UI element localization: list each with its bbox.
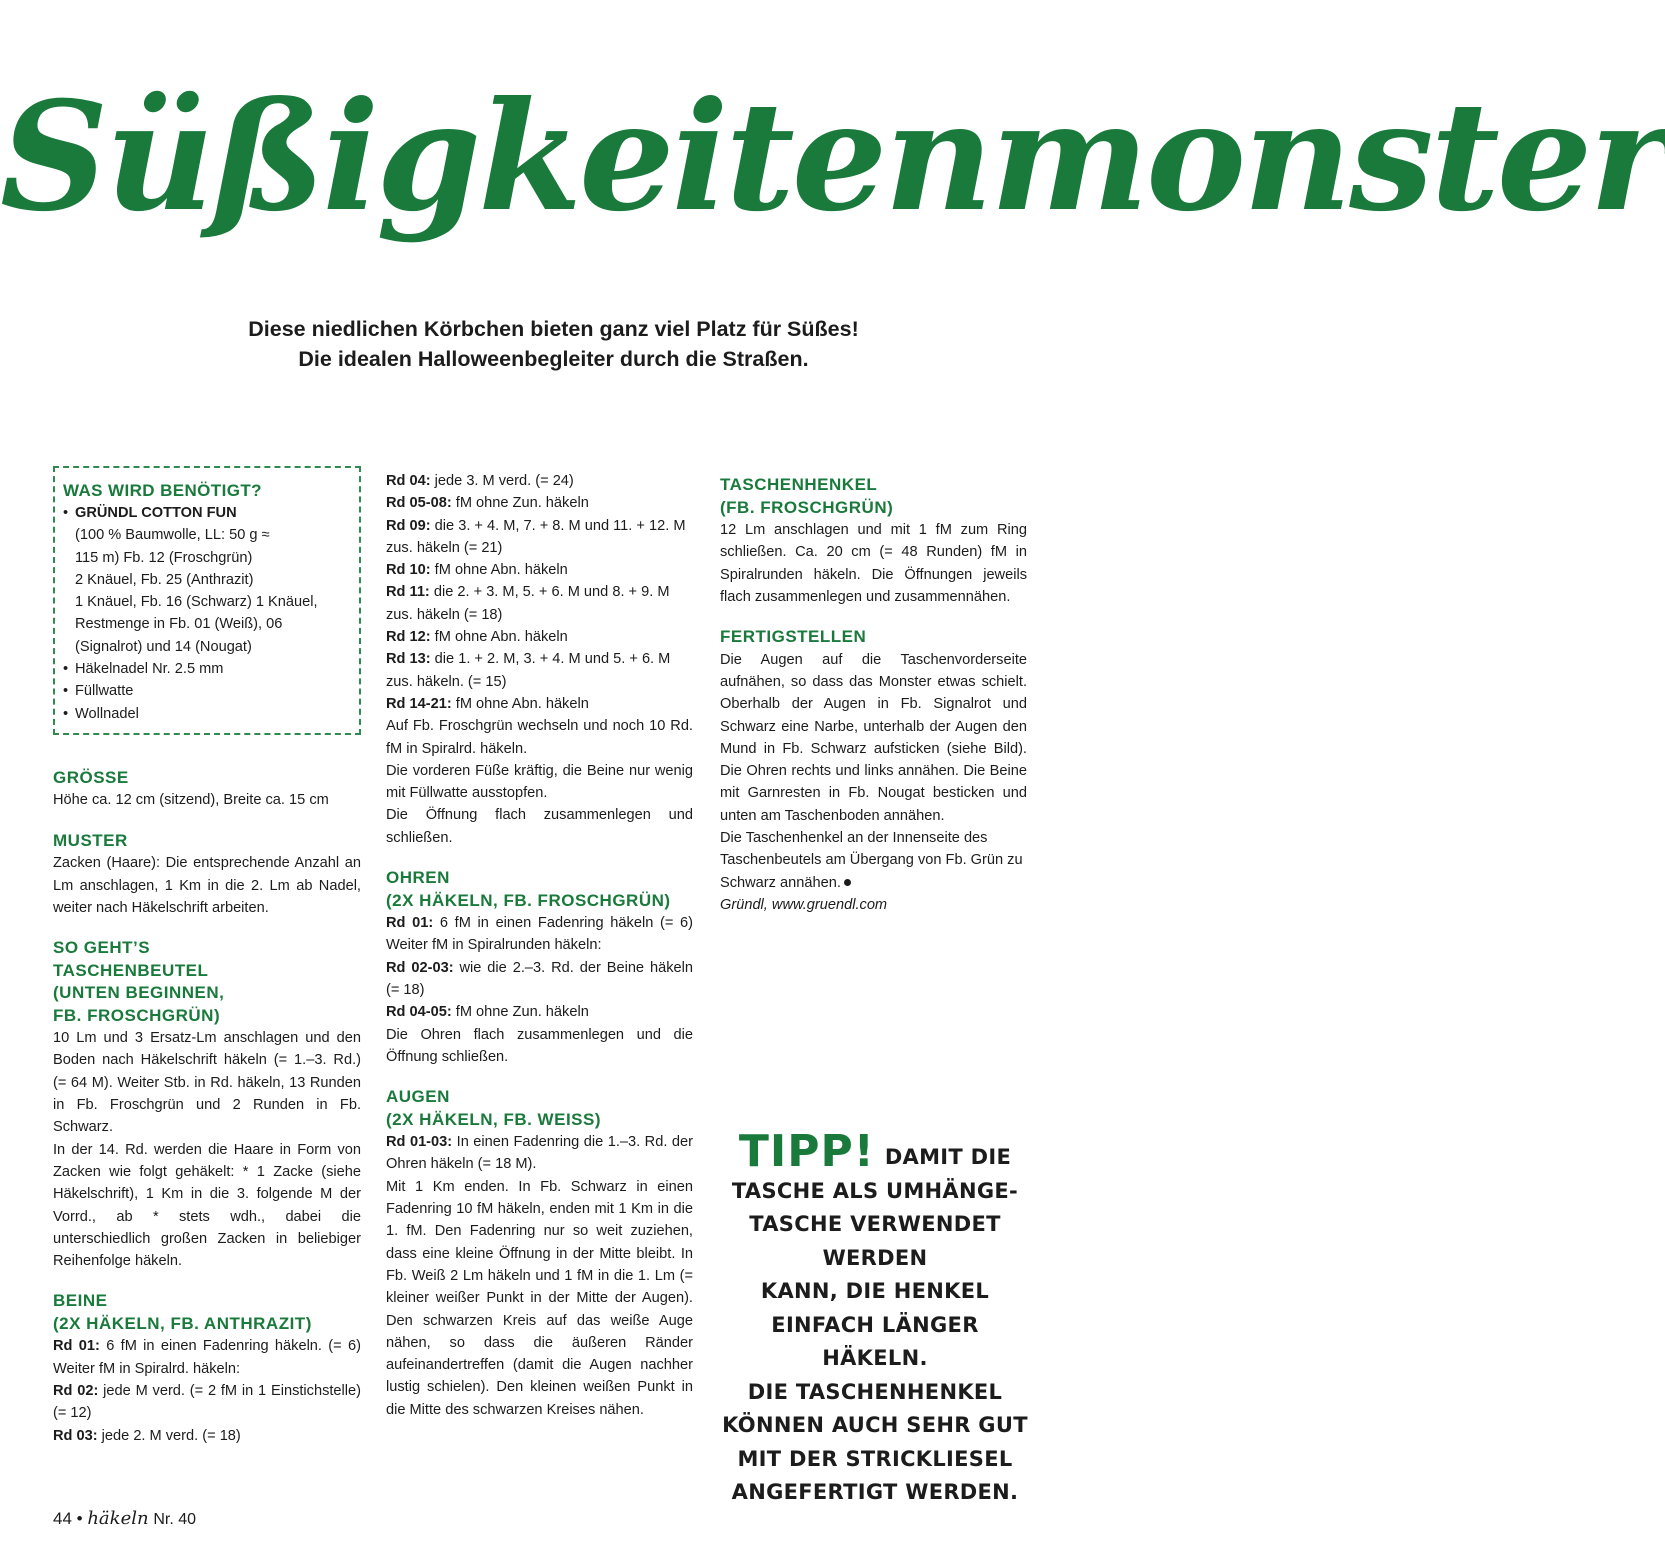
round-label: Rd 12:	[386, 629, 431, 646]
section-text: In der 14. Rd. werden die Haare in Form von Zacken wie folgt gehäkelt: * 1 Zacke (siehe Häkelschrift), 1 Km in die 3. folgende M der Vorrd., ab * stets wdh., dabei die unterschiedlich großen Zacken in beliebiger Reihenfolge häkeln.	[53, 1141, 361, 1270]
section-text: Mit 1 Km enden. In Fb. Schwarz in einen Fadenring 10 fM häkeln, enden mit 1 Km in die 1. fM. Den Fadenring nur so weit zuziehen, dass eine kleine Öffnung in der Mitte bleibt. In Fb. Weiß 2 Lm häkeln und 1 fM in die 1. Lm (= kleiner weißer Punkt in der Mitte der Augen). Den schwarzen Kreis auf das weiße Auge nähen, so dass die äußeren Ränder aufeinandertreffen (damit die Augen nachher lustig schielen). Den kleinen weißen Punkt in die Mitte des schwarzen Kreises nähen.	[386, 1178, 693, 1418]
section-text: Die Öffnung flach zusammenlegen und schließen.	[386, 807, 693, 846]
materials-heading: WAS WIRD BENÖTIGT?	[63, 481, 262, 500]
tip-line: DIE TASCHENHENKEL	[747, 1379, 1003, 1404]
round-label: Rd 10:	[386, 562, 431, 579]
yarn-name: GRÜNDL COTTON FUN	[75, 505, 237, 521]
round-row	[386, 626, 693, 648]
round-label: Rd 02-03:	[386, 959, 454, 976]
tip-line: KANN, DIE HENKEL	[760, 1279, 990, 1303]
section-text-wrap	[720, 827, 1027, 894]
round-text: fM ohne Abn. häkeln	[434, 562, 568, 579]
list-item: • Häkelnadel Nr. 2.5 mm	[63, 658, 349, 680]
round-text: fM ohne Zun. häkeln	[455, 495, 589, 512]
list-item: • Wollnadel	[63, 703, 349, 725]
yarn-detail: 1 Knäuel, Fb. 16 (Schwarz) 1 Knäuel,	[75, 594, 318, 611]
round-row	[386, 1131, 693, 1176]
tip-line: TASCHE ALS UMHÄNGE-	[731, 1178, 1019, 1203]
round-text: fM ohne Abn. häkeln	[434, 629, 568, 646]
section-taschenhenkel	[720, 474, 1027, 608]
round-text: 6 fM in einen Fadenring häkeln. (= 6) Weiter fM in Spiralrd. häkeln:	[53, 1338, 361, 1377]
round-row	[386, 1001, 693, 1023]
round-row	[386, 559, 693, 581]
section-augen	[386, 1086, 693, 1421]
issue-number: Nr. 40	[153, 1511, 196, 1528]
yarn-detail: 2 Knäuel, Fb. 25 (Anthrazit)	[75, 571, 254, 588]
round-text: die 3. + 4. M, 7. + 8. M und 11. + 12. M zus. häkeln (= 21)	[386, 517, 686, 556]
round-label: Rd 11:	[386, 584, 430, 601]
section-heading: TASCHENBEUTEL	[53, 960, 209, 980]
round-label: Rd 03:	[53, 1427, 98, 1444]
section-beine-cont	[386, 470, 693, 849]
section-text: Die vorderen Füße kräftig, die Beine nur wenig mit Füllwatte ausstopfen.	[386, 762, 693, 802]
tip-line: DAMIT DIE	[884, 1145, 1012, 1169]
round-row	[53, 1335, 361, 1380]
section-beine	[53, 1290, 361, 1446]
round-label: Rd 13:	[386, 651, 431, 668]
round-row	[386, 470, 693, 492]
section-groesse	[53, 767, 361, 812]
section-text: Höhe ca. 12 cm (sitzend), Breite ca. 15 cm	[53, 792, 329, 809]
round-row	[386, 912, 693, 957]
section-text: Die Augen auf die Taschenvorderseite aufnähen, so dass das Monster etwas schielt. Oberhalb der Augen in Fb. Signalrot und Schwarz eine Narbe, unterhalb der Augen den Mund in Fb. Schwarz aufsticken (siehe Bild). Die Ohren rechts und links annähen. Die Beine mit Garnresten in Fb. Nougat besticken und unten am Taschenboden annähen.	[720, 651, 1027, 824]
tip-line: EINFACH LÄNGER HÄKELN.	[771, 1312, 979, 1370]
section-text: Zacken (Haare): Die entsprechende Anzahl an Lm anschlagen, 1 Km in die 2. Lm ab Nadel, weiter nach Häkelschrift arbeiten.	[53, 855, 361, 916]
round-row	[386, 515, 693, 560]
section-fertigstellen	[720, 626, 1027, 916]
tip-line: MIT DER STRICKLIESEL	[737, 1446, 1013, 1471]
section-ohren	[386, 867, 693, 1068]
section-heading: FB. FROSCHGRÜN)	[53, 1005, 221, 1025]
round-text: die 2. + 3. M, 5. + 6. M und 8. + 9. M zus. häkeln (= 18)	[386, 584, 670, 623]
section-heading: FERTIGSTELLEN	[720, 627, 867, 647]
tip-box	[715, 1126, 1035, 1510]
section-heading: AUGEN	[386, 1087, 450, 1107]
section-heading: SO GEHT’S	[53, 938, 151, 958]
page-number: 44	[53, 1509, 72, 1528]
round-label: Rd 02:	[53, 1383, 99, 1400]
section-heading: OHREN	[386, 868, 450, 888]
materials-box	[53, 466, 361, 735]
materials-list	[63, 502, 349, 725]
section-text: 12 Lm anschlagen und mit 1 fM zum Ring schließen. Ca. 20 cm (= 48 Runden) fM in Spiralrunden häkeln. Die Öffnungen jeweils flach zusammenlegen und zusammennähen.	[720, 522, 1027, 605]
yarn-detail: (Signalrot) und 14 (Nougat)	[75, 638, 252, 655]
section-heading: (2X HÄKELN, FB. FROSCHGRÜN)	[386, 890, 671, 910]
section-text: 10 Lm und 3 Ersatz-Lm anschlagen und den Boden nach Häkelschrift häkeln (= 1.–3. Rd.) (= 64 M). Weiter Stb. in Rd. häkeln, 13 Runden in Fb. Froschgrün und 2 Runden in Fb. Schwarz.	[53, 1030, 361, 1136]
column-middle	[386, 470, 693, 1439]
subtitle-line: Die idealen Halloweenbegleiter durch die Straßen.	[298, 347, 809, 371]
column-right	[720, 474, 1027, 934]
page-title: Süßigkeitenmonster	[0, 69, 1665, 245]
subtitle-line: Diese niedlichen Körbchen bieten ganz viel Platz für Süßes!	[248, 317, 859, 341]
round-text: die 1. + 2. M, 3. + 4. M und 5. + 6. M zus. häkeln. (= 15)	[386, 651, 671, 690]
round-text: wie die 2.–3. Rd. der Beine häkeln (= 18)	[386, 959, 693, 998]
round-text: jede 2. M verd. (= 18)	[101, 1427, 241, 1444]
round-label: Rd 05-08:	[386, 495, 452, 512]
section-muster	[53, 830, 361, 919]
round-text: jede M verd. (= 2 fM in 1 Einstichstelle) (= 12)	[53, 1383, 362, 1422]
credit: Gründl, www.gruendl.com	[720, 896, 888, 913]
magazine-name: häkeln	[87, 1508, 149, 1529]
section-heading: GRÖSSE	[53, 767, 129, 787]
round-label: Rd 01-03:	[386, 1134, 453, 1151]
round-label: Rd 01:	[386, 915, 434, 932]
round-label: Rd 14-21:	[386, 695, 452, 712]
tip-line: TASCHE VERWENDET WERDEN	[749, 1212, 1001, 1270]
section-heading: (2X HÄKELN, FB. ANTHRAZIT)	[53, 1313, 312, 1333]
list-item	[63, 502, 349, 658]
section-heading: (FB. FROSCHGRÜN)	[720, 497, 894, 517]
round-row	[53, 1425, 361, 1447]
section-text: Die Ohren flach zusammenlegen und die Öffnung schließen.	[386, 1026, 693, 1065]
round-label: Rd 04:	[386, 473, 431, 489]
section-heading: BEINE	[53, 1291, 108, 1311]
round-label: Rd 01:	[53, 1338, 100, 1355]
round-row	[386, 957, 693, 1002]
section-text: Auf Fb. Froschgrün wechseln und noch 10 Rd. fM in Spiralrd. häkeln.	[386, 718, 693, 757]
round-row	[386, 648, 693, 693]
round-row	[53, 1380, 361, 1425]
list-item: • Füllwatte	[63, 680, 349, 702]
tip-line: KÖNNEN AUCH SEHR GUT	[722, 1413, 1028, 1437]
end-mark-icon	[844, 879, 851, 886]
section-so-gehts	[53, 937, 361, 1272]
yarn-detail: Restmenge in Fb. 01 (Weiß), 06	[75, 616, 283, 633]
tip-line: ANGEFERTIGT WERDEN.	[731, 1480, 1019, 1504]
round-row	[386, 581, 693, 626]
round-text: 6 fM in einen Fadenring häkeln (= 6) Weiter fM in Spiralrunden häkeln:	[386, 915, 693, 954]
column-left	[53, 466, 361, 1465]
footer-bullet: •	[76, 1509, 83, 1528]
round-text: jede 3. M verd. (= 24)	[434, 473, 574, 489]
yarn-detail: (100 % Baumwolle, LL: 50 g ≈	[75, 527, 270, 544]
section-heading: MUSTER	[53, 830, 128, 850]
round-text: fM ohne Zun. häkeln	[455, 1004, 589, 1021]
round-text: fM ohne Abn. häkeln	[455, 695, 589, 712]
subtitle	[0, 314, 1107, 374]
page-footer	[53, 1506, 196, 1533]
section-text: Die Taschenhenkel an der Innenseite des Taschenbeutels am Übergang von Fb. Grün zu Schwarz annähen.	[720, 830, 1023, 891]
round-row	[386, 693, 693, 715]
round-label: Rd 09:	[386, 517, 431, 534]
round-label: Rd 04-05:	[386, 1004, 452, 1021]
section-heading: (2X HÄKELN, FB. WEISS)	[386, 1109, 602, 1129]
round-text: In einen Fadenring die 1.–3. Rd. der Ohren häkeln (= 18 M).	[386, 1134, 693, 1173]
round-row	[386, 492, 693, 514]
section-heading: (UNTEN BEGINNEN,	[53, 983, 225, 1003]
yarn-detail: 115 m) Fb. 12 (Froschgrün)	[75, 549, 253, 566]
section-heading: TASCHENHENKEL	[720, 475, 878, 494]
tip-label: TIPP!	[738, 1126, 875, 1177]
